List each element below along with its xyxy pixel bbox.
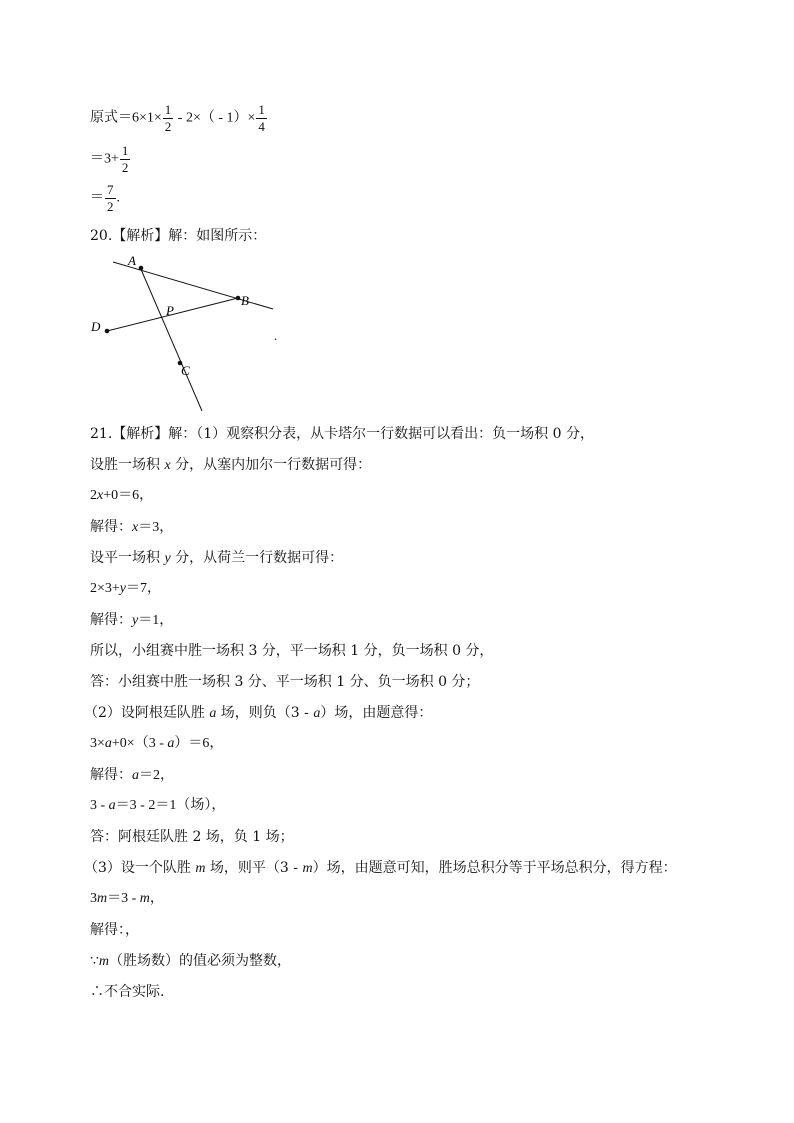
calc-line-3 <box>90 182 120 215</box>
text: 设胜一场积 <box>90 457 165 473</box>
variable: m <box>98 954 110 969</box>
variable: x <box>97 488 104 503</box>
s21-line-6 <box>90 579 161 599</box>
s21-line-16 <box>90 889 164 909</box>
text: 设平一场积 <box>90 550 165 566</box>
variable: a <box>132 768 139 783</box>
text: 分，从塞内加尔一行数据可得： <box>170 457 372 473</box>
trailing-dot: . <box>274 328 278 343</box>
text: ＝1， <box>138 613 174 628</box>
s21-line-4 <box>90 517 173 538</box>
calc-line-1 <box>90 102 268 135</box>
calc-text: . <box>116 190 120 206</box>
fraction-numerator: 1 <box>121 143 129 158</box>
fraction-denominator: 2 <box>164 119 172 134</box>
calc-text: ＝3+ <box>90 151 119 167</box>
text: 2×3+ <box>90 581 120 596</box>
text: 3× <box>90 736 105 751</box>
variable: m <box>97 891 108 906</box>
geometry-diagram <box>80 245 300 415</box>
text: ）＝6， <box>174 736 224 751</box>
label-c: C <box>181 363 190 378</box>
variable: a <box>104 736 112 751</box>
fraction <box>120 143 131 176</box>
because-symbol: ∵ <box>90 953 99 969</box>
s21-line-18 <box>90 951 291 972</box>
fraction <box>105 182 116 215</box>
variable: m <box>195 861 206 876</box>
text: 3 <box>90 891 97 906</box>
label-p: P <box>166 303 174 318</box>
text: 分，从荷兰一行数据可得： <box>170 550 344 566</box>
point-d <box>105 329 110 334</box>
variable: x <box>164 458 171 473</box>
text: （胜场数）的值必须为整数， <box>109 953 292 969</box>
text: 解得： <box>90 612 132 628</box>
variable: a <box>108 798 116 813</box>
point-a <box>139 266 144 271</box>
label-b: B <box>241 293 249 308</box>
line-ac <box>140 267 202 411</box>
variable: a <box>209 706 217 721</box>
text: 2 <box>90 488 97 503</box>
s21-line-13 <box>90 796 225 816</box>
text: ＝3 - <box>107 891 140 906</box>
s21-line-1: 21.【解析】解：（1）观察积分表，从卡塔尔一行数据可以看出：负一场积 0 分， <box>90 426 594 442</box>
s21-line-9: 答：小组赛中胜一场积 3 分、平一场积 1 分、负一场积 0 分； <box>90 674 480 690</box>
calc-line-2 <box>90 143 131 176</box>
text: 解得： <box>90 519 132 535</box>
variable: y <box>132 613 139 628</box>
text: ＝3 - 2＝1（场）， <box>115 798 226 813</box>
variable: y <box>119 581 127 596</box>
s21-line-19: ∴不合实际. <box>90 984 165 1000</box>
variable: m <box>139 891 150 906</box>
fraction-numerator: 7 <box>107 182 114 197</box>
text: ＝3， <box>138 520 174 535</box>
label-d: D <box>91 319 101 334</box>
s21-line-11 <box>90 734 223 754</box>
fraction <box>163 102 174 135</box>
s21-line-2 <box>90 455 371 476</box>
s21-line-3 <box>90 486 153 506</box>
s21-line-10 <box>84 703 432 724</box>
text: ）场，由题意得： <box>320 705 433 721</box>
label-a: A <box>128 253 136 268</box>
text: 3 - <box>90 798 109 813</box>
text: 解得： <box>90 767 132 783</box>
s21-line-12 <box>90 765 174 786</box>
variable: m <box>302 861 313 876</box>
text: +0＝6， <box>103 488 154 503</box>
text: ＝7， <box>126 581 162 596</box>
s21-line-15 <box>84 858 677 879</box>
calc-text: 原式＝6×1× <box>90 110 162 126</box>
text: （2）设阿根廷队胜 <box>84 705 210 721</box>
fraction-denominator: 2 <box>107 199 114 214</box>
text: ）场，由题意可知，胜场总积分等于平场总积分，得方程： <box>312 860 677 876</box>
variable: a <box>167 736 175 751</box>
point-b <box>236 296 241 301</box>
variable: x <box>132 520 139 535</box>
fraction-denominator: 2 <box>121 160 129 175</box>
text: （3）设一个队胜 <box>84 860 196 876</box>
fraction <box>256 102 267 135</box>
text: ＝2， <box>139 768 174 783</box>
calc-text: - 2×（ - 1）× <box>174 110 256 126</box>
variable: a <box>313 706 321 721</box>
fraction-denominator: 4 <box>258 119 265 134</box>
section-20-heading: 20.【解析】解：如图所示： <box>90 228 267 244</box>
calc-text: ＝ <box>90 190 104 206</box>
s21-line-8: 所以，小组赛中胜一场积 3 分，平一场积 1 分，负一场积 0 分， <box>90 643 494 659</box>
line-ab <box>113 262 273 309</box>
s21-line-14: 答：阿根廷队胜 2 场，负 1 场； <box>90 829 294 845</box>
variable: y <box>164 551 171 566</box>
fraction-numerator: 1 <box>258 102 265 117</box>
s21-line-5 <box>90 548 343 569</box>
s21-line-17: 解得：， <box>90 922 139 938</box>
text: 场，则平（3 - <box>205 860 303 876</box>
s21-line-7 <box>90 610 173 631</box>
text: ， <box>149 891 164 906</box>
text: 场，则负（3 - <box>216 705 314 721</box>
text: +0×（3 - <box>111 736 168 751</box>
fraction-numerator: 1 <box>164 102 172 117</box>
